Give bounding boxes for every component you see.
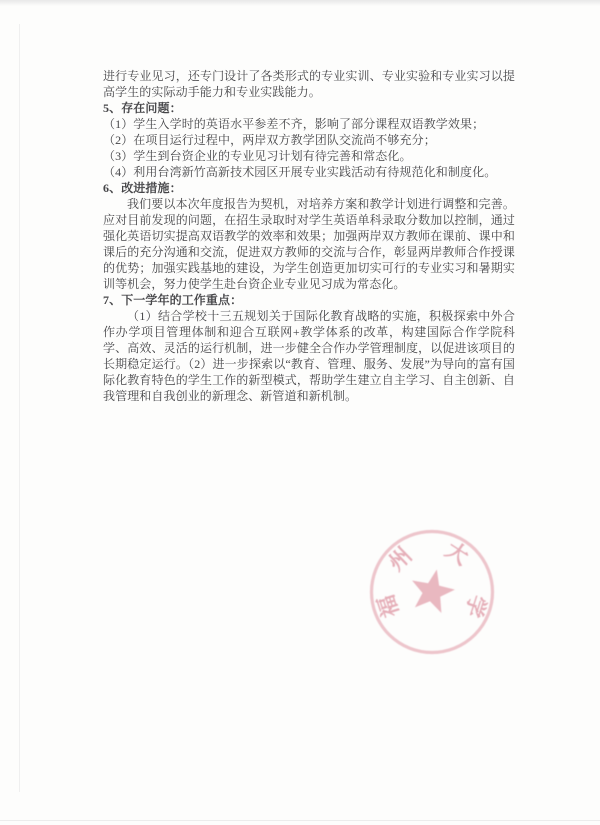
seal-char-xue: 学 <box>460 591 491 621</box>
scan-edge-bottom <box>0 820 600 821</box>
seal-star-icon <box>412 570 455 614</box>
official-seal-stamp <box>347 507 517 677</box>
document-content <box>103 68 515 404</box>
section5-item-2: （2）在项目运行过程中，两岸双方教学团队交流尚不够充分； <box>103 133 436 147</box>
section5-item-3: （3）学生到台资企业的专业见习计划有待完善和常态化。 <box>103 149 412 163</box>
section5-item-1: （1）学生入学时的英语水平参差不齐，影响了部分课程双语教学效果； <box>103 117 485 131</box>
section7-paragraph: （1）结合学校十三五规划关于国际化教育战略的实施，积极探索中外合作办学项目管理体制和迎合互联网+教学体系的改革，构建国际合作学院科学、高效、灵活的运行机制，进一步健全合作办学管理制度，以促进该项目的长期稳定运行。（2）进一步探索以“教育、管理、服务、发展”为导向的富有国际化教育特色的学生工作的新型模式，帮助学生建立自主学习、自主创新、自我管理和自我创业的新理念、新管道和新机制。 <box>103 309 515 403</box>
section6-heading: 6、改进措施： <box>103 181 182 195</box>
section5-item-4: （4）利用台湾新竹高新技术园区开展专业实践活动有待规范化和制度化。 <box>103 165 497 179</box>
scan-edge-top <box>0 0 600 6</box>
section7-heading: 7、下一学年的工作重点： <box>103 293 243 307</box>
seal-char-zhou: 州 <box>383 542 417 576</box>
seal-char-da: 大 <box>441 536 474 570</box>
section6-paragraph: 我们要以本次年度报告为契机，对培养方案和教学计划进行调整和完善。应对目前发现的问题，在招生录取时对学生英语单科录取分数加以控制，通过强化英语切实提高双语教学的效率和效果；加强两岸双方教师在课前、课中和课后的充分沟通和交流，促进双方教师的交流与合作，彰显两岸教师合作授课的优势；加强实践基地的建设，为学生创造更加切实可行的专业实习和暑期实训等机会，努力使学生赴台资企业专业见习成为常态化。 <box>103 197 515 291</box>
continuation-paragraph: 进行专业见习，还专门设计了各类形式的专业实训、专业实验和专业实习以提高学生的实际动手能力和专业实践能力。 <box>103 69 515 99</box>
seal-char-fu: 福 <box>373 591 404 621</box>
section5-heading: 5、存在问题： <box>103 101 182 115</box>
scan-crease-line <box>19 24 20 792</box>
